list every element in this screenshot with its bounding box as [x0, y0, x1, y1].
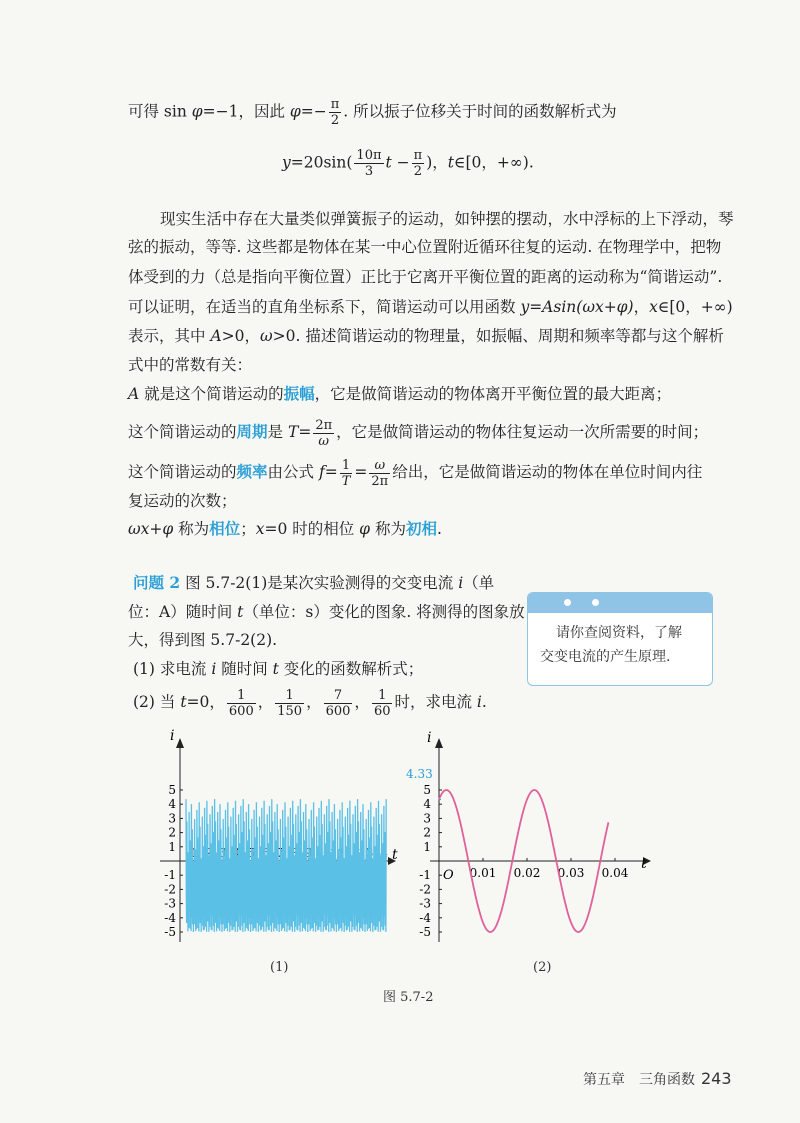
y-axis-label: i [170, 728, 175, 744]
para-line-6: 式中的常数有关： [128, 356, 253, 374]
y-tick-label: -4 [164, 910, 176, 925]
y-tick-label: -2 [419, 882, 431, 897]
y-axis-arrow-icon [176, 738, 184, 748]
x-tick-label: 1 [190, 846, 199, 860]
y-axis-label: i [427, 730, 432, 746]
y-tick-label: 2 [168, 825, 176, 840]
x-tick-label: 2 [204, 846, 213, 860]
x-axis-label: t [392, 847, 398, 863]
chart-1 [160, 728, 400, 950]
x-tick-label: 9 [304, 846, 313, 860]
y-tick-label: 2 [423, 825, 431, 840]
problem-line-2: 位：A）随时间 t（单位：s）变化的图象. 将测得的图象放 [128, 603, 525, 621]
phase-definition: ωx+φ 称为相位；x=0 时的相位 φ 称为初相. [128, 519, 442, 538]
x-tick-label: 6 [261, 846, 270, 860]
y-tick-label: -5 [419, 925, 431, 939]
y-tick-label: 5 [168, 783, 176, 797]
x-tick-label: 0.01 [469, 866, 497, 880]
y-tick-label: -4 [419, 910, 431, 925]
term-frequency: 频率 [236, 462, 268, 481]
y-tick-label: 3 [423, 811, 431, 826]
note-dot-icon [564, 599, 571, 606]
subfigure-1-label: (1) [270, 960, 289, 975]
x-tick-label: 0.04 [601, 866, 629, 880]
problem-line-1: 问题 2 图 5.7-2(1)是某次实验测得的交变电流 i（单 [133, 573, 495, 592]
series-current-1 [186, 799, 386, 932]
origin-label: O [443, 868, 454, 883]
y-tick-label: -1 [164, 868, 176, 883]
x-tick-label: 11 [329, 846, 345, 860]
frequency-definition-cont: 复运动的次数； [128, 492, 237, 510]
x-tick-label: 0.02 [513, 866, 541, 880]
para-line-2: 弦的振动，等等. 这些都是物体在某一中心位置附近循环往复的运动. 在物理学中，把物 [128, 238, 722, 256]
question-1: (1) 求电流 i 随时间 t 变化的函数解析式； [133, 660, 424, 678]
x-axis-label: t [641, 856, 647, 872]
annotation-4-33: 4.33 [406, 767, 433, 781]
x-tick-label: 0.03 [557, 866, 585, 880]
intro-line: 可得 sin φ=−1，因此 φ=− $\frac{\pi}{2}$ . 所以振子位移关于时间的函数解析式为 [128, 97, 617, 128]
chapter-title: 第五章 三角函数 [583, 1072, 695, 1088]
x-tick-label: 3 [219, 846, 227, 860]
page-footer [583, 1069, 732, 1089]
note-line-1: 请你查阅资料，了解 [556, 625, 682, 641]
subfigure-2-label: (2) [533, 960, 552, 975]
y-tick-label: -1 [419, 868, 431, 883]
page-number: 243 [701, 1069, 732, 1088]
y-axis-arrow-icon [435, 738, 443, 748]
y-tick-label: 5 [423, 783, 431, 797]
x-tick-label: 12 [343, 846, 360, 860]
fraction-pi-over-2: $\frac{\pi}{2}$ [330, 97, 340, 128]
x-tick-label: 7 [276, 846, 284, 860]
displacement-formula: y=20sin( $\frac{10\pi}{3}$ t − $\frac{\pi}{2}$ )，t∈[0，+∞). [282, 148, 534, 179]
x-tick-label: 10 [315, 846, 331, 860]
y-tick-label: 4 [423, 797, 431, 812]
y-tick-label: 1 [423, 839, 431, 854]
figure-caption: 图 5.7-2 [383, 990, 434, 1005]
y-tick-label: 1 [168, 839, 176, 854]
y-tick-label: -3 [419, 896, 431, 911]
note-line-2: 交变电流的产生原理. [540, 649, 671, 665]
side-note [527, 592, 713, 686]
problem-label: 问题 2 [133, 573, 181, 592]
para-line-3: 体受到的力（总是指向平衡位置）正比于它离开平衡位置的距离的运动称为“简谐运动”. [128, 268, 723, 286]
problem-line-3: 大，得到图 5.7-2(2). [128, 631, 278, 649]
chart-2 [405, 728, 655, 950]
note-dot-icon [592, 599, 599, 606]
y-tick-label: -3 [164, 896, 176, 911]
para-line-4: 可以证明，在适当的直角坐标系下，简谐运动可以用函数 y=Asin(ωx+φ)，x∈[0，+∞) [128, 298, 733, 316]
y-tick-label: -2 [164, 882, 176, 897]
y-tick-label: -5 [164, 925, 176, 939]
x-tick-label: 8 [290, 846, 299, 860]
para-line-1: 现实生活中存在大量类似弹簧振子的运动，如钟摆的摆动，水中浮标的上下浮动，琴 [160, 210, 734, 228]
term-phase: 相位 [209, 519, 241, 538]
x-tick-label: 13 [358, 846, 374, 860]
term-period: 周期 [236, 422, 268, 441]
question-2: (2) 当 t=0， $\frac{1}{600}$ ， $\frac{1}{150}$ ， $\frac{7}{600}$ ， $\frac{1}{60}$ 时，求电流 i. [133, 687, 487, 719]
period-definition: 这个简谐运动的周期是 T= $\frac{2\pi}{\omega}$ ，它是做简谐运动的物体往复运动一次所需要的时间； [128, 417, 709, 449]
x-tick-label: 4 [233, 846, 242, 860]
frequency-definition: 这个简谐运动的频率由公式 f= $\frac{1}{T}$ = $\frac{\omega}{2\pi}$ 给出，它是做简谐运动的物体在单位时间内往 [128, 457, 703, 489]
para-line-5: 表示，其中 A>0，ω>0. 描述简谐运动的物理量，如振幅、周期和频率等都与这个解析 [128, 327, 724, 345]
term-amplitude: 振幅 [283, 384, 315, 403]
y-tick-label: 3 [168, 811, 176, 826]
term-initial-phase: 初相 [405, 519, 437, 538]
y-tick-label: 4 [168, 797, 176, 812]
note-header [528, 593, 712, 613]
amplitude-definition: A 就是这个简谐运动的振幅，它是做简谐运动的物体离开平衡位置的最大距离； [128, 384, 672, 403]
x-tick-label: 14 [372, 846, 388, 860]
x-tick-label: 5 [247, 846, 256, 860]
